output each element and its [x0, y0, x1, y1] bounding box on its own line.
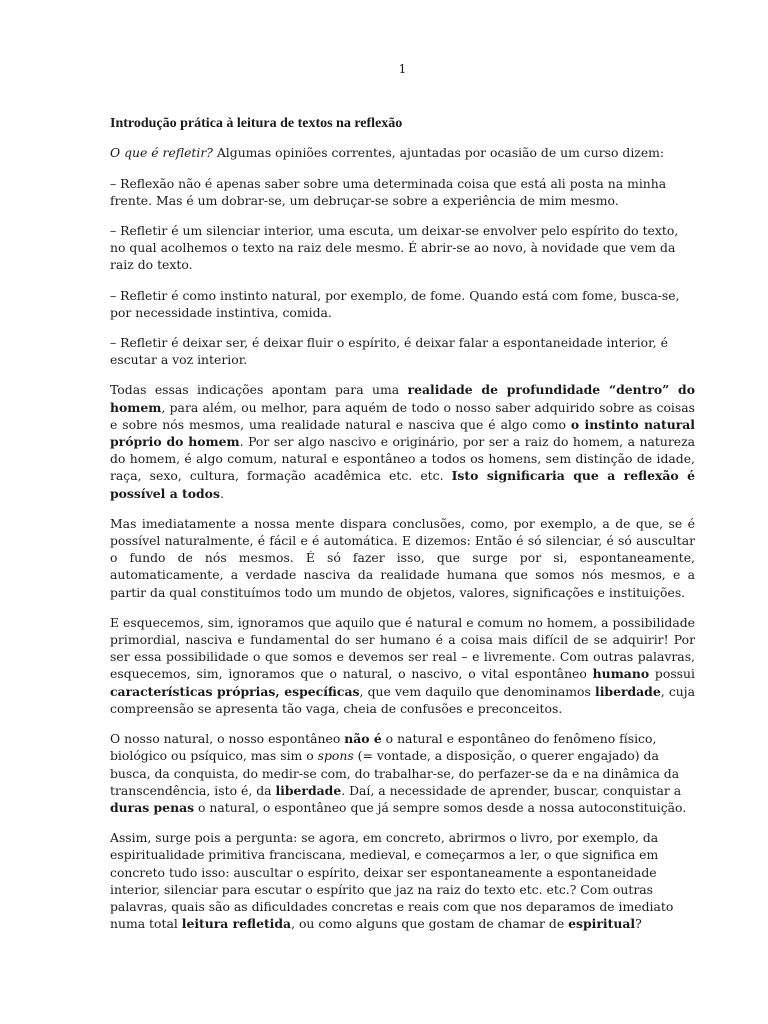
paragraph-opinion-1 [110, 175, 695, 209]
text-run: Algumas opiniões correntes, ajuntadas por ocasião de um curso dizem: [212, 145, 665, 161]
paragraph-pergunta [110, 829, 695, 932]
text-run: ? [635, 916, 642, 932]
text-run: (= vontade, a disposição, o querer engajado) da busca, da conquista, do medir-se com, do trabalhar-se, do perfazer-se da e na dinâmica da transcendência, isto é, da [110, 748, 680, 798]
text-run: – Reflexão não é apenas saber sobre uma determinada coisa que está ali posta na minha frente. Mas é um dobrar-se, um debruçar-se sobre a experiência de mim mesmo. [110, 175, 667, 208]
text-run: , ou como alguns que gostam de chamar de [291, 916, 569, 932]
bold-text: liberdade [275, 782, 342, 798]
text-run: Assim, surge pois a pergunta: se agora, em concreto, abrirmos o livro, por exemplo, da espiritualidade primitiva franciscana, medieval, e começarmos a ler, o que significa em concreto tudo isso: auscultar o espírito, deixar ser espontaneamente a espontaneidade interior, silenciar para escutar o espírito que jaz na raiz do texto etc. etc.? Com outras palavras, quais são as dificuldades concretas e reais com que nos deparamos de imediato numa total [110, 830, 674, 932]
bold-text: liberdade [595, 683, 661, 699]
text-run: Todas essas indicações apontam para uma [110, 382, 408, 398]
paragraph-natural [110, 730, 695, 816]
bold-text: humano [592, 666, 650, 682]
bold-text: espiritual [568, 916, 636, 932]
document-body [110, 144, 695, 932]
document-page [110, 60, 695, 945]
text-run: – Refletir é um silenciar interior, uma escuta, um deixar-se envolver pelo espírito do texto, no qual acolhemos o texto na raiz dele mesmo. É abrir-se ao novo, à novidade que vem da raiz do texto. [110, 223, 679, 273]
text-run: – Refletir é deixar ser, é deixar fluir o espírito, é deixar falar a espontaneidade interior, é escutar a voz interior. [110, 335, 668, 368]
paragraph-esquecemos [110, 614, 695, 717]
text-run: – Refletir é como instinto natural, por exemplo, de fome. Quando está com fome, busca-se, por necessidade instintiva, comida. [110, 287, 680, 320]
text-run: O nosso natural, o nosso espontâneo [110, 731, 345, 747]
bold-text: Isto significaria que a reflexão é possível a todos [110, 468, 696, 501]
text-run: . [219, 485, 224, 501]
italic-text: spons [317, 748, 354, 764]
bold-text: o instinto natural próprio do homem [110, 416, 696, 450]
text-run: possui [649, 666, 695, 682]
paragraph-intro [110, 144, 695, 161]
paragraph-indicacoes [110, 381, 695, 501]
paragraph-opinion-2 [110, 222, 695, 274]
paragraph-opinion-4 [110, 334, 695, 368]
bold-text: leitura refletida [181, 916, 292, 932]
text-run: . Por ser algo nascivo e originário, por ser a raiz do homem, a natureza do homem, é algo comum, natural e espontâneo a todos os homens, sem distinção de idade, raça, sexo, cultura, formação acadêmica etc. etc. [110, 434, 695, 484]
text-run: o natural, o espontâneo que já sempre somos desde a nossa autoconstituição. [194, 799, 687, 815]
text-run: o natural e espontâneo do fenômeno físico, biológico ou psíquico, mas sim o [110, 731, 657, 764]
paragraph-conclusoes [110, 515, 695, 601]
text-run: Mas imediatamente a nossa mente dispara conclusões, como, por exemplo, a de que, se é possível naturalmente, é fácil e é automática. E dizemos: Então é só silenciar, é só auscultar o fundo de nós mesmos. É só fazer isso, que surge por si, espontaneamente, automaticamente, a verdade nasciva da realidade humana que somos nós mesmos, e a partir da qual constituímos todo um mundo de objetos, valores, significações e instituições. [110, 515, 695, 600]
bold-text: características próprias, específicas [110, 683, 360, 699]
document-title: Introdução prática à leitura de textos na reflexão [110, 116, 403, 132]
text-run: E esquecemos, sim, ignoramos que aquilo que é natural e comum no homem, a possibilidade primordial, nasciva e fundamental do ser humano é a coisa mais difícil de se adquirir! Por ser essa possibilidade o que somos e devemos ser real – e livremente. Com outras palavras, esquecemos, sim, ignoramos que o natural, o nascivo, o vital espontâneo [110, 614, 695, 682]
text-run: , para além, ou melhor, para aquém de todo o nosso saber adquirido sobre as coisas e sobre nós mesmos, uma realidade natural e nasciva que é algo como [110, 399, 695, 432]
bold-text: não é [344, 731, 382, 747]
text-run: . Daí, a necessidade de aprender, buscar, conquistar a [341, 782, 682, 798]
paragraph-opinion-3 [110, 287, 695, 321]
page-number: 1 [398, 61, 407, 76]
italic-text: O que é refletir? [110, 145, 213, 161]
text-run: , que vem daquilo que denominamos [359, 683, 595, 699]
bold-text: duras penas [110, 799, 195, 815]
text-run: , cuja compreensão se apresenta tão vaga, cheia de confusões e preconceitos. [110, 683, 695, 716]
bold-text: realidade de profundidade “dentro” do homem [110, 382, 695, 415]
